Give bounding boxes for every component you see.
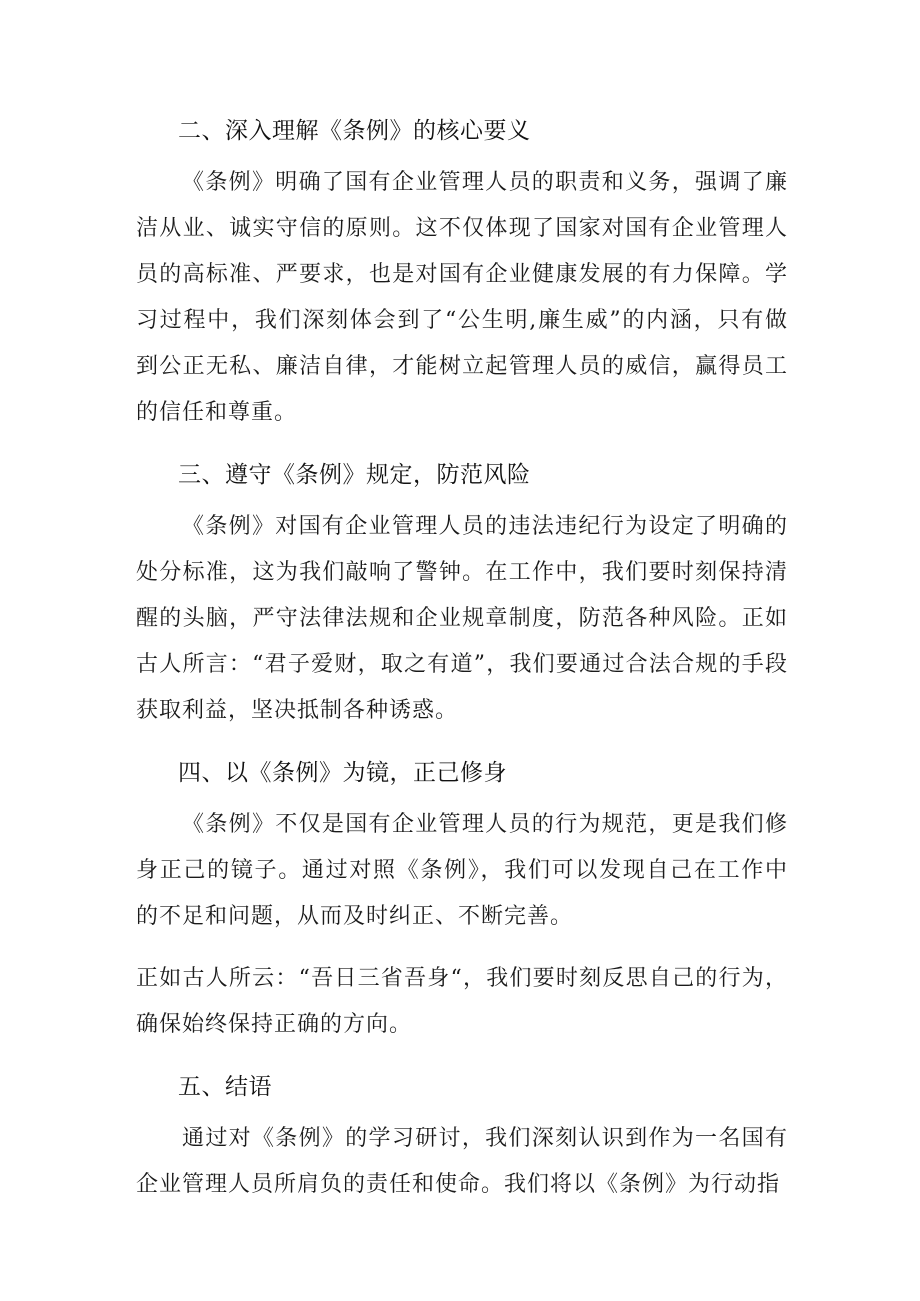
section-3-paragraph: 《条例》对国有企业管理人员的违法违纪行为设定了明确的处分标准，这为我们敲响了警钟。在工作中，我们要时刻保持清醒的头脑，严守法律法规和企业规章制度，防范各种风险。正如古人所言：“君子爱财，取之有道”，我们要通过合法合规的手段获取利益，坚决抵制各种诱惑。 <box>136 514 788 723</box>
section-2-paragraph: 《条例》明确了国有企业管理人员的职责和义务，强调了廉洁从业、诚实守信的原则。这不仅体现了国家对国有企业管理人员的高标准、严要求，也是对国有企业健康发展的有力保障。学习过程中，我们深刻体会到了“公生明,廉生威”的内涵，只有做到公正无私、廉洁自律，才能树立起管理人员的威信，赢得员工的信任和尊重。 <box>136 170 788 425</box>
section-5-paragraph: 通过对《条例》的学习研讨，我们深刻认识到作为一名国有企业管理人员所肩负的责任和使命。我们将以《条例》为行动指 <box>136 1126 788 1197</box>
section-4-quote-paragraph: 正如古人所云：“吾日三省吾身“，我们要时刻反思自己的行为，确保始终保持正确的方向。 <box>136 966 788 1037</box>
document-body <box>136 112 788 1208</box>
section-heading-5: 五、结语 <box>178 1074 272 1100</box>
section-heading-2: 二、深入理解《条例》的核心要义 <box>178 118 531 144</box>
section-heading-4: 四、以《条例》为镜，正己修身 <box>178 760 507 786</box>
section-heading-3: 三、遵守《条例》规定，防范风险 <box>178 462 531 488</box>
section-4-paragraph: 《条例》不仅是国有企业管理人员的行为规范，更是我们修身正己的镜子。通过对照《条例》，我们可以发现自己在工作中的不足和问题，从而及时纠正、不断完善。 <box>136 812 788 929</box>
